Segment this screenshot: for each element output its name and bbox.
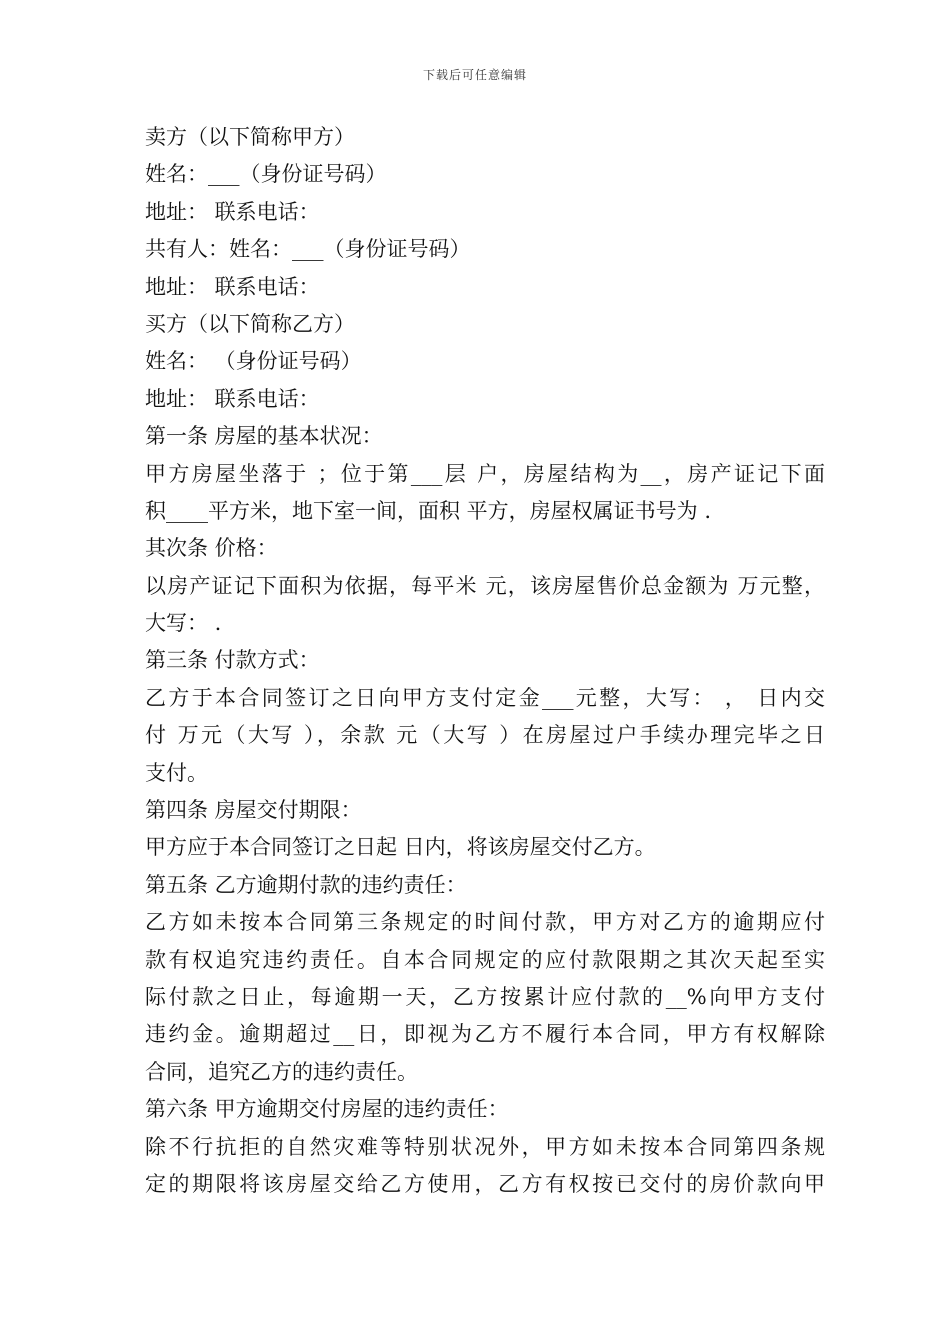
article-4-text-line: 甲方应于本合同签订之日起 日内，将该房屋交付乙方。: [145, 835, 656, 860]
article-5-heading: 第五条 乙方逾期付款的违约责任：: [145, 872, 467, 897]
document-body: [145, 119, 825, 1203]
seller-heading: 卖方（以下简称甲方）: [145, 125, 355, 149]
buyer-name-line: 姓名： （身份证号码）: [145, 349, 362, 374]
article-5-text-line: 乙方如未按本合同第三条规定的时间付款，甲方对乙方的逾期应付: [145, 910, 825, 935]
buyer-address-line: 地址： 联系电话：: [145, 386, 320, 411]
article-3-text-line: 付 万元（大写 ），余款 元（大写 ）在房屋过户手续办理完毕之日: [145, 723, 825, 748]
article-4-heading: 第四条 房屋交付期限：: [145, 798, 362, 823]
article-3-heading: 第三条 付款方式：: [145, 648, 320, 673]
co-owner-address-line: 地址： 联系电话：: [145, 274, 320, 299]
article-6-text-line: 定的期限将该房屋交给乙方使用，乙方有权按已交付的房价款向甲: [145, 1171, 825, 1196]
article-2-text-line: 大写： .: [145, 611, 222, 636]
seller-name-line: 姓名：___（身份证号码）: [145, 162, 387, 187]
article-1-heading: 第一条 房屋的基本状况：: [145, 424, 383, 449]
buyer-heading: 买方（以下简称乙方）: [145, 311, 355, 336]
article-1-text-line: 甲方房屋坐落于 ；位于第___层 户，房屋结构为__，房产证记下面: [145, 461, 825, 486]
article-6-text-line: 除不行抗拒的自然灾难等特别状况外，甲方如未按本合同第四条规: [145, 1134, 825, 1159]
article-6-heading: 第六条 甲方逾期交付房屋的违约责任：: [145, 1097, 509, 1122]
co-owner-name-line: 共有人：姓名：___（身份证号码）: [145, 237, 471, 262]
page-header-watermark: 下载后可任意编辑: [422, 68, 527, 82]
seller-address-line: 地址： 联系电话：: [145, 199, 320, 224]
article-3-text-line: 支付。: [145, 760, 208, 785]
article-3-text-line: 乙方于本合同签订之日向甲方支付定金___元整，大写： ， 日内交: [145, 685, 825, 710]
article-2-heading: 其次条 价格：: [145, 536, 278, 561]
article-5-text-line: 际付款之日止，每逾期一天，乙方按累计应付款的__%向甲方支付: [145, 984, 825, 1009]
article-1-text-line: 积____平方米，地下室一间，面积 平方，房屋权属证书号为 .: [145, 498, 712, 523]
article-5-text-line: 违约金。逾期超过__日，即视为乙方不履行本合同，甲方有权解除: [145, 1022, 825, 1047]
article-5-text-line: 合同，追究乙方的违约责任。: [145, 1059, 418, 1084]
article-2-text-line: 以房产证记下面积为依据，每平米 元，该房屋售价总金额为 万元整，: [145, 573, 825, 598]
article-5-text-line: 款有权追究违约责任。自本合同规定的应付款限期之其次天起至实: [145, 947, 825, 972]
